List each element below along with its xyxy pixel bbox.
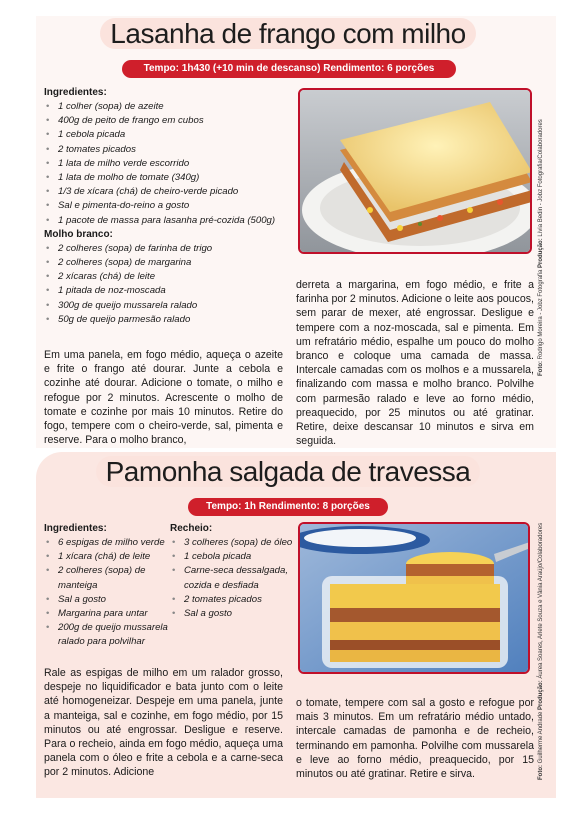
list-item: • 3 colheres (sopa) de óleo [170,536,294,550]
recipe2-info-bar: Tempo: 1h Rendimento: 8 porções [188,498,388,516]
list-item: • Sal e pimenta-do-reino a gosto [44,199,294,213]
list-item: • 1 xícara (chá) de leite [44,550,170,564]
recipe2-ingredients [44,522,170,650]
list-item: • 1 lata de milho verde escorrido [44,157,294,171]
ingredients-heading: Ingredientes: [44,523,107,534]
list-item: • 1 pacote de massa para lasanha pré-cozida (500g) [44,214,294,228]
ingredients-list [44,536,170,650]
list-item: • 2 colheres (sopa) de farinha de trigo [44,242,294,256]
list-item: • 1 pitada de noz-moscada [44,284,294,298]
list-item: • 2 xícaras (chá) de leite [44,270,294,284]
list-item: • 2 colheres (sopa) de manteiga [44,564,170,592]
filling-heading: Recheio: [170,523,213,534]
recipe2-method-left: Rale as espigas de milho em um ralador grosso, despeje no liquidificador e bata junto com o leite até homogeneizar. Despeje em uma panela, junte a manteiga, sal e cozinhe, em fogo médio, por 15 minutos ou até engrossar. Desligue e reserve. Para o recheio, ainda em fogo médio, aqueça uma panela com o óleo e frite a cebola e a carne-seca por 2 minutos. Adicione [44,667,283,779]
list-item: • 2 tomates picados [44,143,294,157]
list-item: • 6 espigas de milho verde [44,536,170,550]
list-item: • 2 tomates picados [170,593,294,607]
list-item: • 1 lata de molho de tomate (340g) [44,171,294,185]
list-item: • 200g de queijo mussarela ralado para polvilhar [44,621,170,649]
ingredients-list [44,100,294,228]
list-item: • Carne-seca dessalgada, cozida e desfiada [170,564,294,592]
recipe2-filling [170,522,294,621]
recipe1-title: Lasanha de frango com milho [0,18,576,50]
sauce-heading: Molho branco: [44,228,113,240]
list-item: • 300g de queijo mussarela ralado [44,299,294,313]
list-item: • 1/3 de xícara (chá) de cheiro-verde picado [44,185,294,199]
list-item: • 2 colheres (sopa) de margarina [44,256,294,270]
recipe1-photo-credit: Foto: Rodrigo Moreira - Jobz Fotografia Produção: Lívia Bedin - Jobz Fotografia/Colaboradores [538,119,544,376]
list-item: • 50g de queijo parmesão ralado [44,313,294,327]
recipe1-method-left: Em uma panela, em fogo médio, aqueça o azeite e frite o frango até dourar. Junte a cebola e cozinhe até dourar. Adicione o tomate, o milho e refogue por 2 minutos. Acrescente o molho de tomate e cozinhe por mais 10 minutos. Retire do fogo, tempere com o cheiro-verde, sal, pimenta e reserve. Para o molho branco, [44,349,283,447]
filling-list [170,536,294,621]
sauce-list [44,242,294,327]
recipe2-method-right: o tomate, tempere com sal a gosto e refogue por mais 3 minutos. Em um refratário médio untado, intercale camadas de pamonha e de recheio, terminando em pamonha. Polvilhe com mussarela e leve ao forno médio, preaquecido, por 15 minutos ou até gratinar. Retire e sirva. [296,697,534,781]
pamonha-photo [298,522,530,674]
recipe1-method-right: derreta a margarina, em fogo médio, e frite a farinha por 2 minutos. Adicione o leite aos poucos, sem parar de mexer, até engrossar. Desligue e tempere com a noz-moscada, sal e pimenta. Em um refratário médio, espalhe um pouco do molho branco e coloque uma camada de massa. Intercale camadas com os molhos e a mussarela, finalizando com massa e molho branco. Polvilhe com parmesão ralado e leve ao forno médio, preaquecido, por 25 minutos ou até gratinar. Retire, deixe descansar 10 minutos e sirva em seguida. [296,279,534,448]
list-item: • Sal a gosto [44,593,170,607]
recipe2-photo-credit: Foto: Guilherme Andrade Produção: Áurea Soares, Arlete Souza e Vânia Araújo/Colaboradores [538,522,544,780]
recipe1-ingredients [44,86,294,327]
ingredients-heading: Ingredientes: [44,87,107,98]
list-item: • Margarina para untar [44,607,170,621]
list-item: • 1 cebola picada [170,550,294,564]
lasagna-photo [298,88,532,254]
list-item: • 400g de peito de frango em cubos [44,114,294,128]
recipe1-info-bar: Tempo: 1h430 (+10 min de descanso) Rendimento: 6 porções [122,60,456,78]
list-item: • 1 colher (sopa) de azeite [44,100,294,114]
list-item: • 1 cebola picada [44,128,294,142]
list-item: • Sal a gosto [170,607,294,621]
recipe2-title: Pamonha salgada de travessa [0,456,576,488]
